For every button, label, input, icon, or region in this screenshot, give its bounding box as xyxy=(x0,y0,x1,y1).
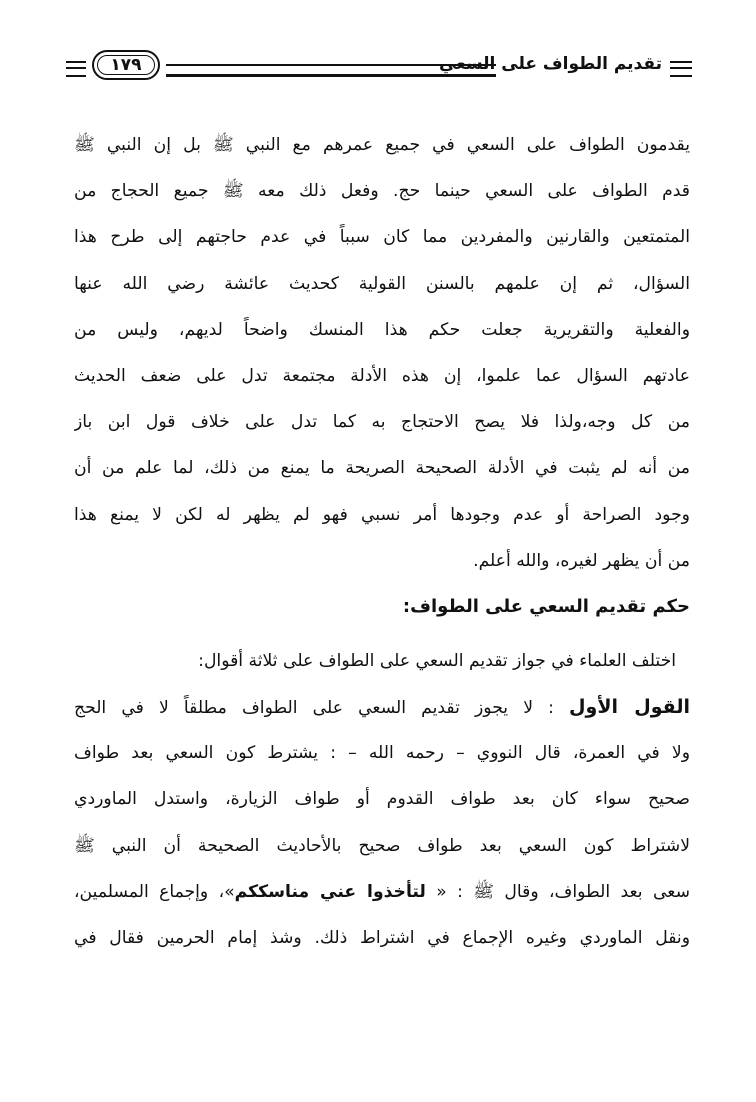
first-opinion-line xyxy=(74,684,690,730)
text-line: والفعلية والتقريرية جعلت حكم هذا المنسك واضحاً لديهم، وليس من xyxy=(74,319,690,340)
text-line: عادتهم السؤال عما علموا، إن هذه الأدلة مجتمعة تدل على ضعف الحديث xyxy=(74,365,690,386)
text-line: من كل وجه،ولذا فلا يصح الاحتجاج به كما تدل على خلاف قول ابن باز xyxy=(74,412,690,433)
body-text xyxy=(74,122,690,961)
header-rule xyxy=(166,64,496,77)
intro-line: اختلف العلماء في جواز تقديم السعي على الطواف على ثلاثة أقوال: xyxy=(198,650,676,671)
text-line: السؤال، ثم إن علمهم بالسنن القولية كحديث عائشة رضي الله عنها xyxy=(74,273,690,294)
text-line: قدم الطواف على السعي حينما حج. وفعل ذلك معه ﷺ جميع الحجاج من xyxy=(74,181,690,202)
hadith-quote: لتأخذوا عني مناسككم xyxy=(234,881,426,902)
hadith-line xyxy=(74,869,690,915)
text-line: من أنه لم يثبت في الأدلة الصحيحة الصريحة ما يمنع من ذلك، لما علم من أن xyxy=(74,458,690,479)
header-ornament-right xyxy=(670,61,692,77)
header-ornament-left xyxy=(66,61,86,77)
running-header xyxy=(66,46,692,86)
first-opinion-text: : لا يجوز تقديم السعي على الطواف مطلقاً لا في الحج xyxy=(74,698,570,719)
text-line: ونقل الماوردي وغيره الإجماع في اشتراط ذلك. وشذ إمام الحرمين فقال في xyxy=(74,928,690,948)
page-number: ١٧٩ xyxy=(92,50,160,80)
text-line: وجود الصراحة أو عدم وجودها أمر نسبي فهو لم يظهر له لكن لا يمنع هذا xyxy=(74,504,690,525)
first-opinion-label: القول الأول xyxy=(569,696,690,719)
hadith-line-end: »، وإجماع المسلمين، xyxy=(74,881,235,902)
text-line: من أن يظهر لغيره، والله أعلم. xyxy=(473,550,690,571)
text-line: المتمتعين والقارنين والمفردين مما كان سبباً في عدم حاجتهم إلى طرح هذا xyxy=(74,227,690,248)
running-title: تقديم الطواف على السعي xyxy=(439,54,662,74)
hadith-line-start: سعى بعد الطواف، وقال ﷺ : « xyxy=(425,881,690,902)
text-line: ولا في العمرة، قال النووي – رحمه الله – : يشترط كون السعي بعد طواف xyxy=(74,743,690,764)
text-line: يقدمون الطواف على السعي في جميع عمرهم مع النبي ﷺ بل إن النبي ﷺ xyxy=(74,135,690,155)
section-heading: حكم تقديم السعي على الطواف: xyxy=(402,595,690,617)
text-line: لاشتراط كون السعي بعد طواف صحيح بالأحاديث الصحيحة أن النبي ﷺ xyxy=(74,835,690,856)
text-line: صحيح سواء كان بعد طواف القدوم أو طواف الزيارة، واستدل الماوردي xyxy=(74,789,690,810)
